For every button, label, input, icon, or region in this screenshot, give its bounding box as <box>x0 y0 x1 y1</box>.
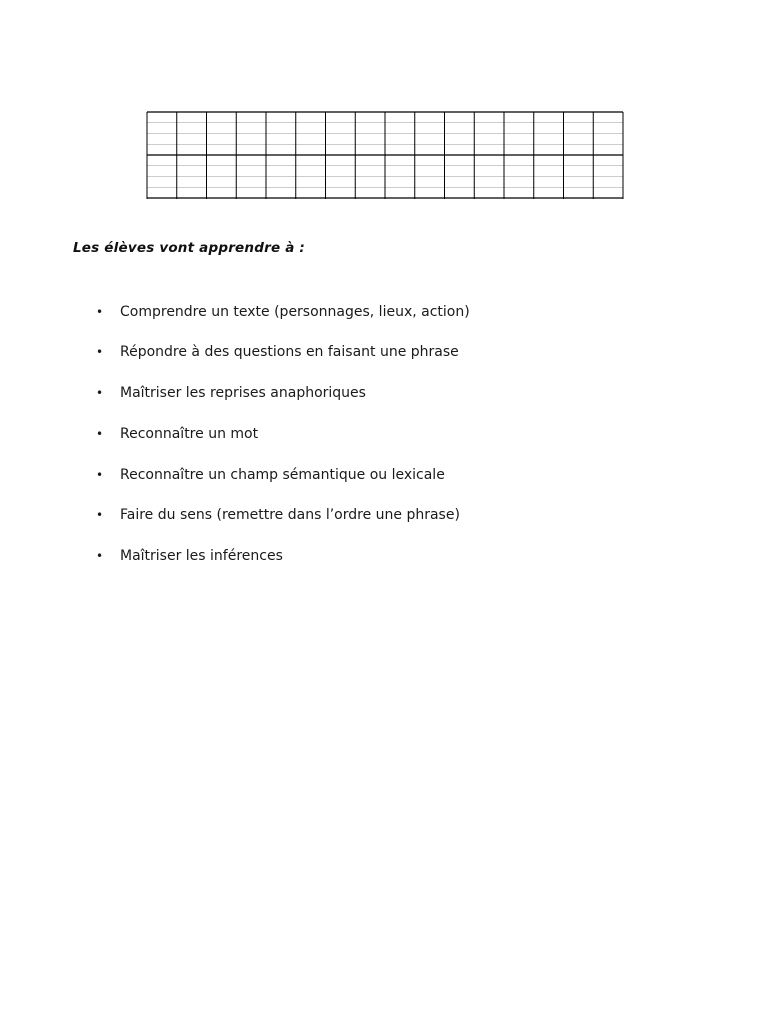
bullet-icon: • <box>96 508 104 522</box>
bullet-icon: • <box>96 549 104 563</box>
list-item-text: Répondre à des questions en faisant une phrase <box>120 344 459 360</box>
list-item <box>96 302 470 322</box>
bullet-icon: • <box>96 468 104 482</box>
list-item <box>96 424 258 444</box>
list-item <box>96 383 366 403</box>
list-item <box>96 546 283 566</box>
list-item <box>96 505 460 525</box>
list-item-text: Maîtriser les reprises anaphoriques <box>120 385 366 401</box>
bullet-icon: • <box>96 386 104 400</box>
list-item-text: Reconnaître un champ sémantique ou lexicale <box>120 467 445 483</box>
bullet-icon: • <box>96 305 104 319</box>
list-item-text: Faire du sens (remettre dans l’ordre une phrase) <box>120 507 460 523</box>
list-item <box>96 465 445 485</box>
bullet-icon: • <box>96 427 104 441</box>
grid-lines <box>146 110 624 200</box>
bullet-icon: • <box>96 345 104 359</box>
seyes-grid <box>146 110 624 200</box>
list-item-text: Reconnaître un mot <box>120 426 259 442</box>
list-item <box>96 342 459 362</box>
list-item-text: Comprendre un texte (personnages, lieux, action) <box>120 304 470 320</box>
list-item-text: Maîtriser les inférences <box>120 548 283 564</box>
section-heading: Les élèves vont apprendre à : <box>73 240 306 256</box>
